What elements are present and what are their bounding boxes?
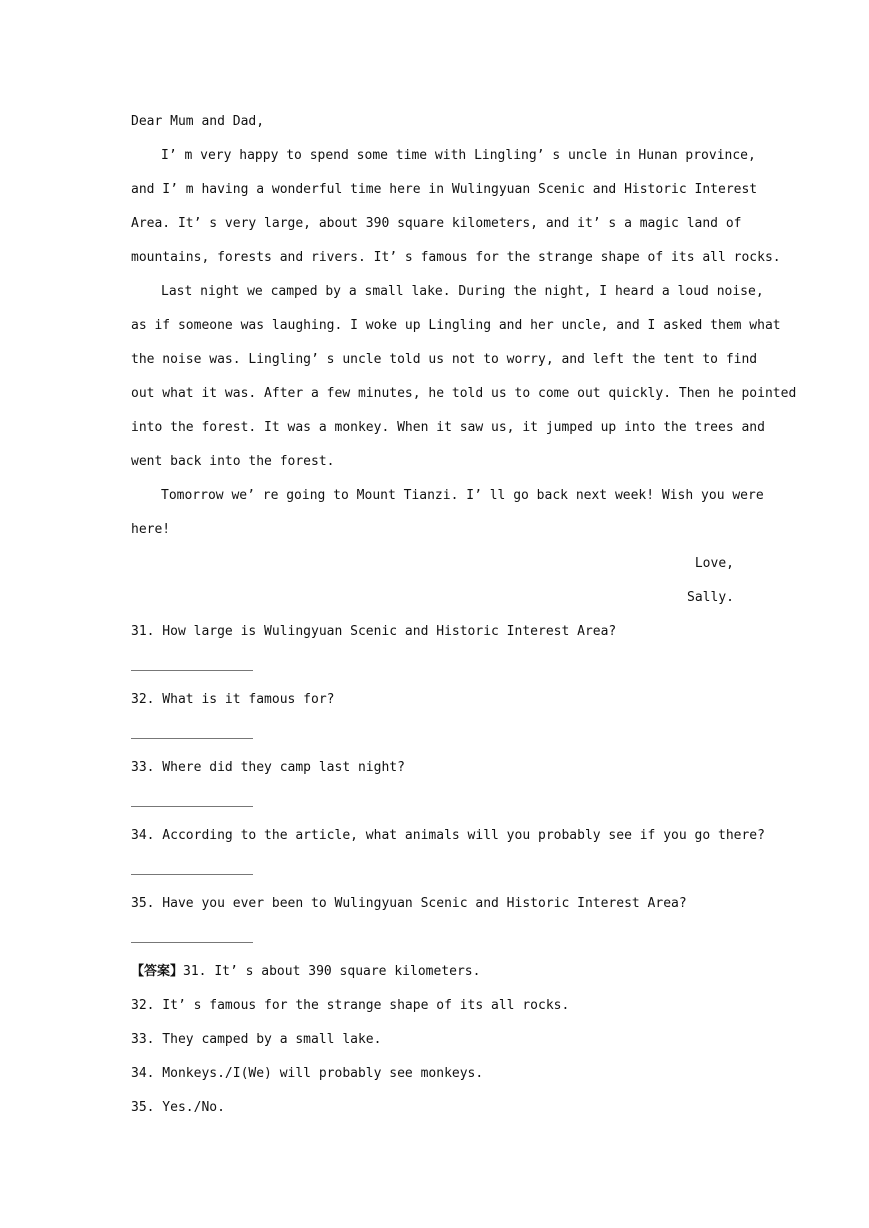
paragraph-line: into the forest. It was a monkey. When it saw us, it jumped up into the trees and <box>131 420 765 435</box>
letter-closing: Love, <box>694 556 734 571</box>
paragraph-line: I’ m very happy to spend some time with Lingling’ s uncle in Hunan province, <box>161 148 756 163</box>
letter-paragraph-3 <box>131 484 764 552</box>
answer-underline <box>131 874 253 875</box>
answer-underline <box>131 806 253 807</box>
letter-greeting: Dear Mum and Dad, <box>131 114 265 129</box>
letter-paragraph-2 <box>131 280 797 484</box>
answer-key-label: 【答案】 <box>131 964 184 979</box>
answer-key-33: 33. They camped by a small lake. <box>131 1032 382 1047</box>
paragraph-line: mountains, forests and rivers. It’ s famous for the strange shape of its all rocks. <box>131 250 781 265</box>
paragraph-line: and I’ m having a wonderful time here in Wulingyuan Scenic and Historic Interest <box>131 182 758 197</box>
question-35: 35. Have you ever been to Wulingyuan Scenic and Historic Interest Area? <box>131 896 687 911</box>
paragraph-line: here! <box>131 522 171 537</box>
answer-key-34: 34. Monkeys./I(We) will probably see monkeys. <box>131 1066 484 1081</box>
letter-signature: Sally. <box>687 590 734 605</box>
paragraph-line: Last night we camped by a small lake. During the night, I heard a loud noise, <box>161 284 764 299</box>
answer-blank-32[interactable] <box>131 722 737 756</box>
answer-key-35: 35. Yes./No. <box>131 1100 225 1115</box>
question-33: 33. Where did they camp last night? <box>131 760 405 775</box>
paragraph-line: Tomorrow we’ re going to Mount Tianzi. I’ ll go back next week! Wish you were <box>161 488 764 503</box>
answer-underline <box>131 670 253 671</box>
question-31: 31. How large is Wulingyuan Scenic and Historic Interest Area? <box>131 624 617 639</box>
answer-blank-35[interactable] <box>131 926 737 960</box>
question-34: 34. According to the article, what animals will you probably see if you go there? <box>131 828 765 843</box>
answer-underline <box>131 942 253 943</box>
paragraph-line: went back into the forest. <box>131 454 335 469</box>
paragraph-line: out what it was. After a few minutes, he told us to come out quickly. Then he pointed <box>131 386 797 401</box>
question-32: 32. What is it famous for? <box>131 692 335 707</box>
answer-key-32: 32. It’ s famous for the strange shape of its all rocks. <box>131 998 570 1013</box>
paragraph-line: as if someone was laughing. I woke up Lingling and her uncle, and I asked them what <box>131 318 781 333</box>
answer-text: 31. It’ s about 390 square kilometers. <box>183 964 481 979</box>
answer-blank-31[interactable] <box>131 654 737 688</box>
answer-key-31 <box>131 960 737 994</box>
paragraph-line: Area. It’ s very large, about 390 square kilometers, and it’ s a magic land of <box>131 216 742 231</box>
answer-underline <box>131 738 253 739</box>
paragraph-line: the noise was. Lingling’ s uncle told us not to worry, and left the tent to find <box>131 352 758 367</box>
document-content <box>131 110 797 1130</box>
answer-blank-34[interactable] <box>131 858 737 892</box>
letter-paragraph-1 <box>131 144 781 280</box>
answer-blank-33[interactable] <box>131 790 737 824</box>
